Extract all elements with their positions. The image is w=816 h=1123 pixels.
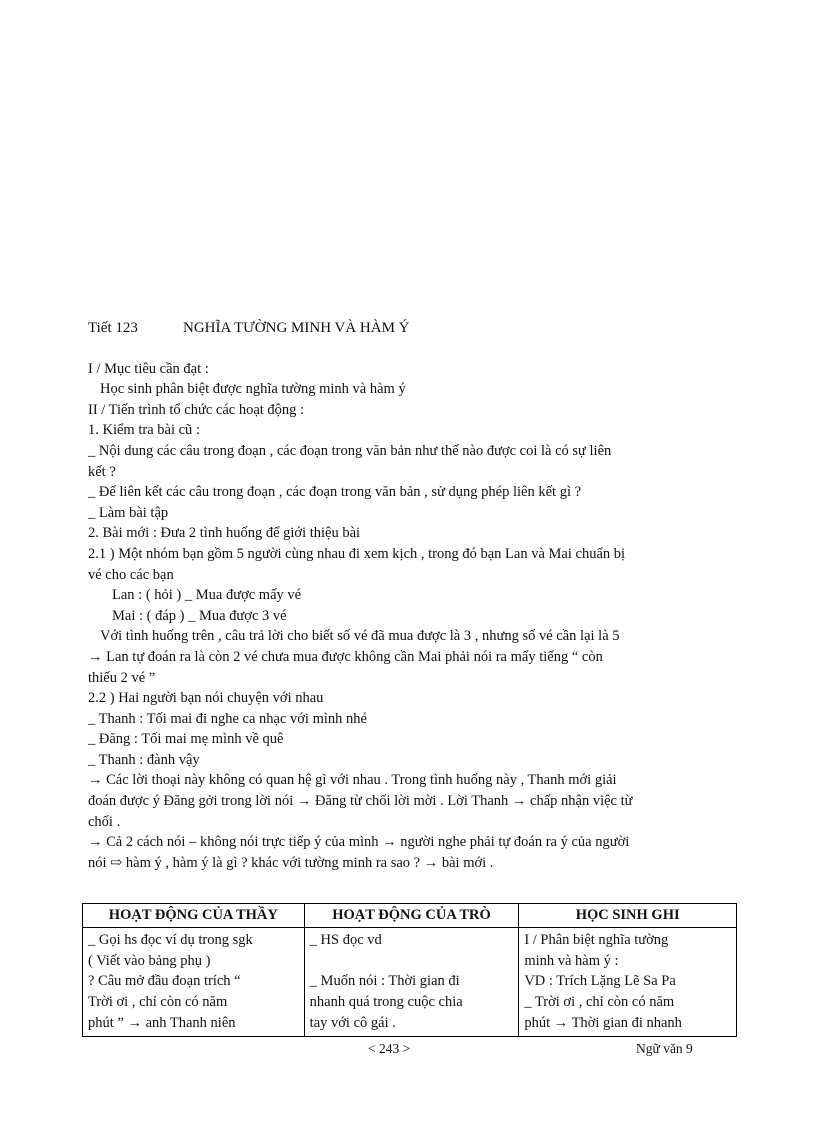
- body-line: II / Tiến trình tổ chức các hoạt động :: [88, 401, 305, 418]
- body-line: _ Làm bài tập: [88, 504, 169, 521]
- cell-text-line: _ Muốn nói : Thời gian đi: [309, 973, 460, 990]
- cell-text-line: _ Gọi hs đọc ví dụ trong sgk: [88, 931, 253, 948]
- cell-text-line: I / Phân biệt nghĩa tường: [524, 931, 669, 948]
- body-line: → Các lời thoại này không có quan hệ gì với nhau . Trong tình huống này , Thanh mới giải: [88, 772, 617, 789]
- body-line: _ Đăng : Tối mai mẹ mình về quê: [88, 731, 284, 748]
- lesson-content: [88, 318, 738, 873]
- body-line: chối .: [88, 813, 121, 830]
- page-number: < 243 >: [368, 1041, 411, 1056]
- cell-text-line: _ HS đọc vd: [309, 931, 382, 948]
- table-header-row: [83, 904, 737, 928]
- cell-text-line: [310, 951, 514, 972]
- cell-text-line: ( Viết vào bảng phụ ): [88, 952, 211, 969]
- lesson-heading: [88, 318, 738, 339]
- body-line: thiếu 2 vé ”: [88, 669, 156, 686]
- lesson-body: [88, 359, 738, 874]
- cell-text-line: Trời ơi , chỉ còn có năm: [88, 994, 228, 1011]
- header-student-notes: HỌC SINH GHI: [519, 904, 737, 928]
- body-line: 2. Bài mới : Đưa 2 tình huống để giới thiệu bài: [88, 525, 361, 542]
- teacher-activity-cell: [83, 927, 305, 1036]
- body-line: Học sinh phân biệt được nghĩa tường minh và hàm ý: [100, 381, 406, 398]
- cell-text-line: ? Câu mở đầu đoạn trích “: [88, 973, 241, 990]
- body-line: đoán được ý Đăng gởi trong lời nói → Đăng từ chối lời mời . Lời Thanh → chấp nhận việc từ: [88, 793, 633, 810]
- lesson-title: NGHĨA TƯỜNG MINH VÀ HÀM Ý: [183, 320, 410, 336]
- body-line: vé cho các bạn: [88, 566, 174, 583]
- body-line: Mai : ( đáp ) _ Mua được 3 vé: [112, 607, 287, 624]
- body-line: kết ?: [88, 463, 116, 480]
- cell-text-line: nhanh quá trong cuộc chia: [309, 994, 463, 1011]
- subject-label: Ngữ văn 9: [636, 1041, 693, 1056]
- body-line: Với tình huống trên , câu trả lời cho biết số vé đã mua được là 3 , nhưng số vé cần lại là 5: [100, 628, 620, 645]
- cell-text-line: phút ” → anh Thanh niên: [88, 1014, 236, 1031]
- cell-text-line: minh và hàm ý :: [524, 952, 619, 969]
- body-line: 2.2 ) Hai người bạn nói chuyện với nhau: [88, 690, 324, 707]
- body-line: _ Để liên kết các câu trong đoạn , các đoạn trong văn bản , sử dụng phép liên kết gì ?: [88, 484, 582, 501]
- body-line: I / Mục tiêu cần đạt :: [88, 360, 209, 377]
- body-line: → Lan tự đoán ra là còn 2 vé chưa mua được không cần Mai phải nói ra mấy tiếng “ còn: [88, 648, 603, 665]
- body-line: _ Thanh : đành vậy: [88, 751, 200, 768]
- body-line: → Cả 2 cách nói – không nói trực tiếp ý của mình → người nghe phải tự đoán ra ý của người: [88, 834, 630, 851]
- body-line: _ Thanh : Tối mai đi nghe ca nhạc với mình nhé: [88, 710, 367, 727]
- body-line: _ Nội dung các câu trong đoạn , các đoạn trong văn bản như thế nào được coi là có sự liên: [88, 442, 612, 459]
- header-student-activity: HOẠT ĐỘNG CỦA TRÒ: [304, 904, 519, 928]
- activity-table: [82, 903, 737, 1037]
- cell-text-line: _ Trời ơi , chỉ còn có năm: [524, 994, 675, 1011]
- body-line: 1. Kiểm tra bài cũ :: [88, 422, 200, 439]
- header-teacher-activity: HOẠT ĐỘNG CỦA THẦY: [83, 904, 305, 928]
- cell-text-line: phút → Thời gian đi nhanh: [524, 1014, 682, 1031]
- cell-text-line: VD : Trích Lặng Lẽ Sa Pa: [524, 973, 676, 990]
- student-notes-cell: [519, 927, 737, 1036]
- table-row: [83, 927, 737, 1036]
- body-line: Lan : ( hỏi ) _ Mua được mấy vé: [112, 587, 302, 604]
- cell-text-line: tay với cô gái .: [309, 1014, 396, 1031]
- lesson-number: Tiết 123: [88, 320, 138, 336]
- body-line: nói ⇨ hàm ý , hàm ý là gì ? khác với tường minh ra sao ? → bài mới .: [88, 854, 494, 871]
- student-activity-cell: [304, 927, 519, 1036]
- body-line: 2.1 ) Một nhóm bạn gồm 5 người cùng nhau đi xem kịch , trong đó bạn Lan và Mai chuẩn bị: [88, 545, 626, 562]
